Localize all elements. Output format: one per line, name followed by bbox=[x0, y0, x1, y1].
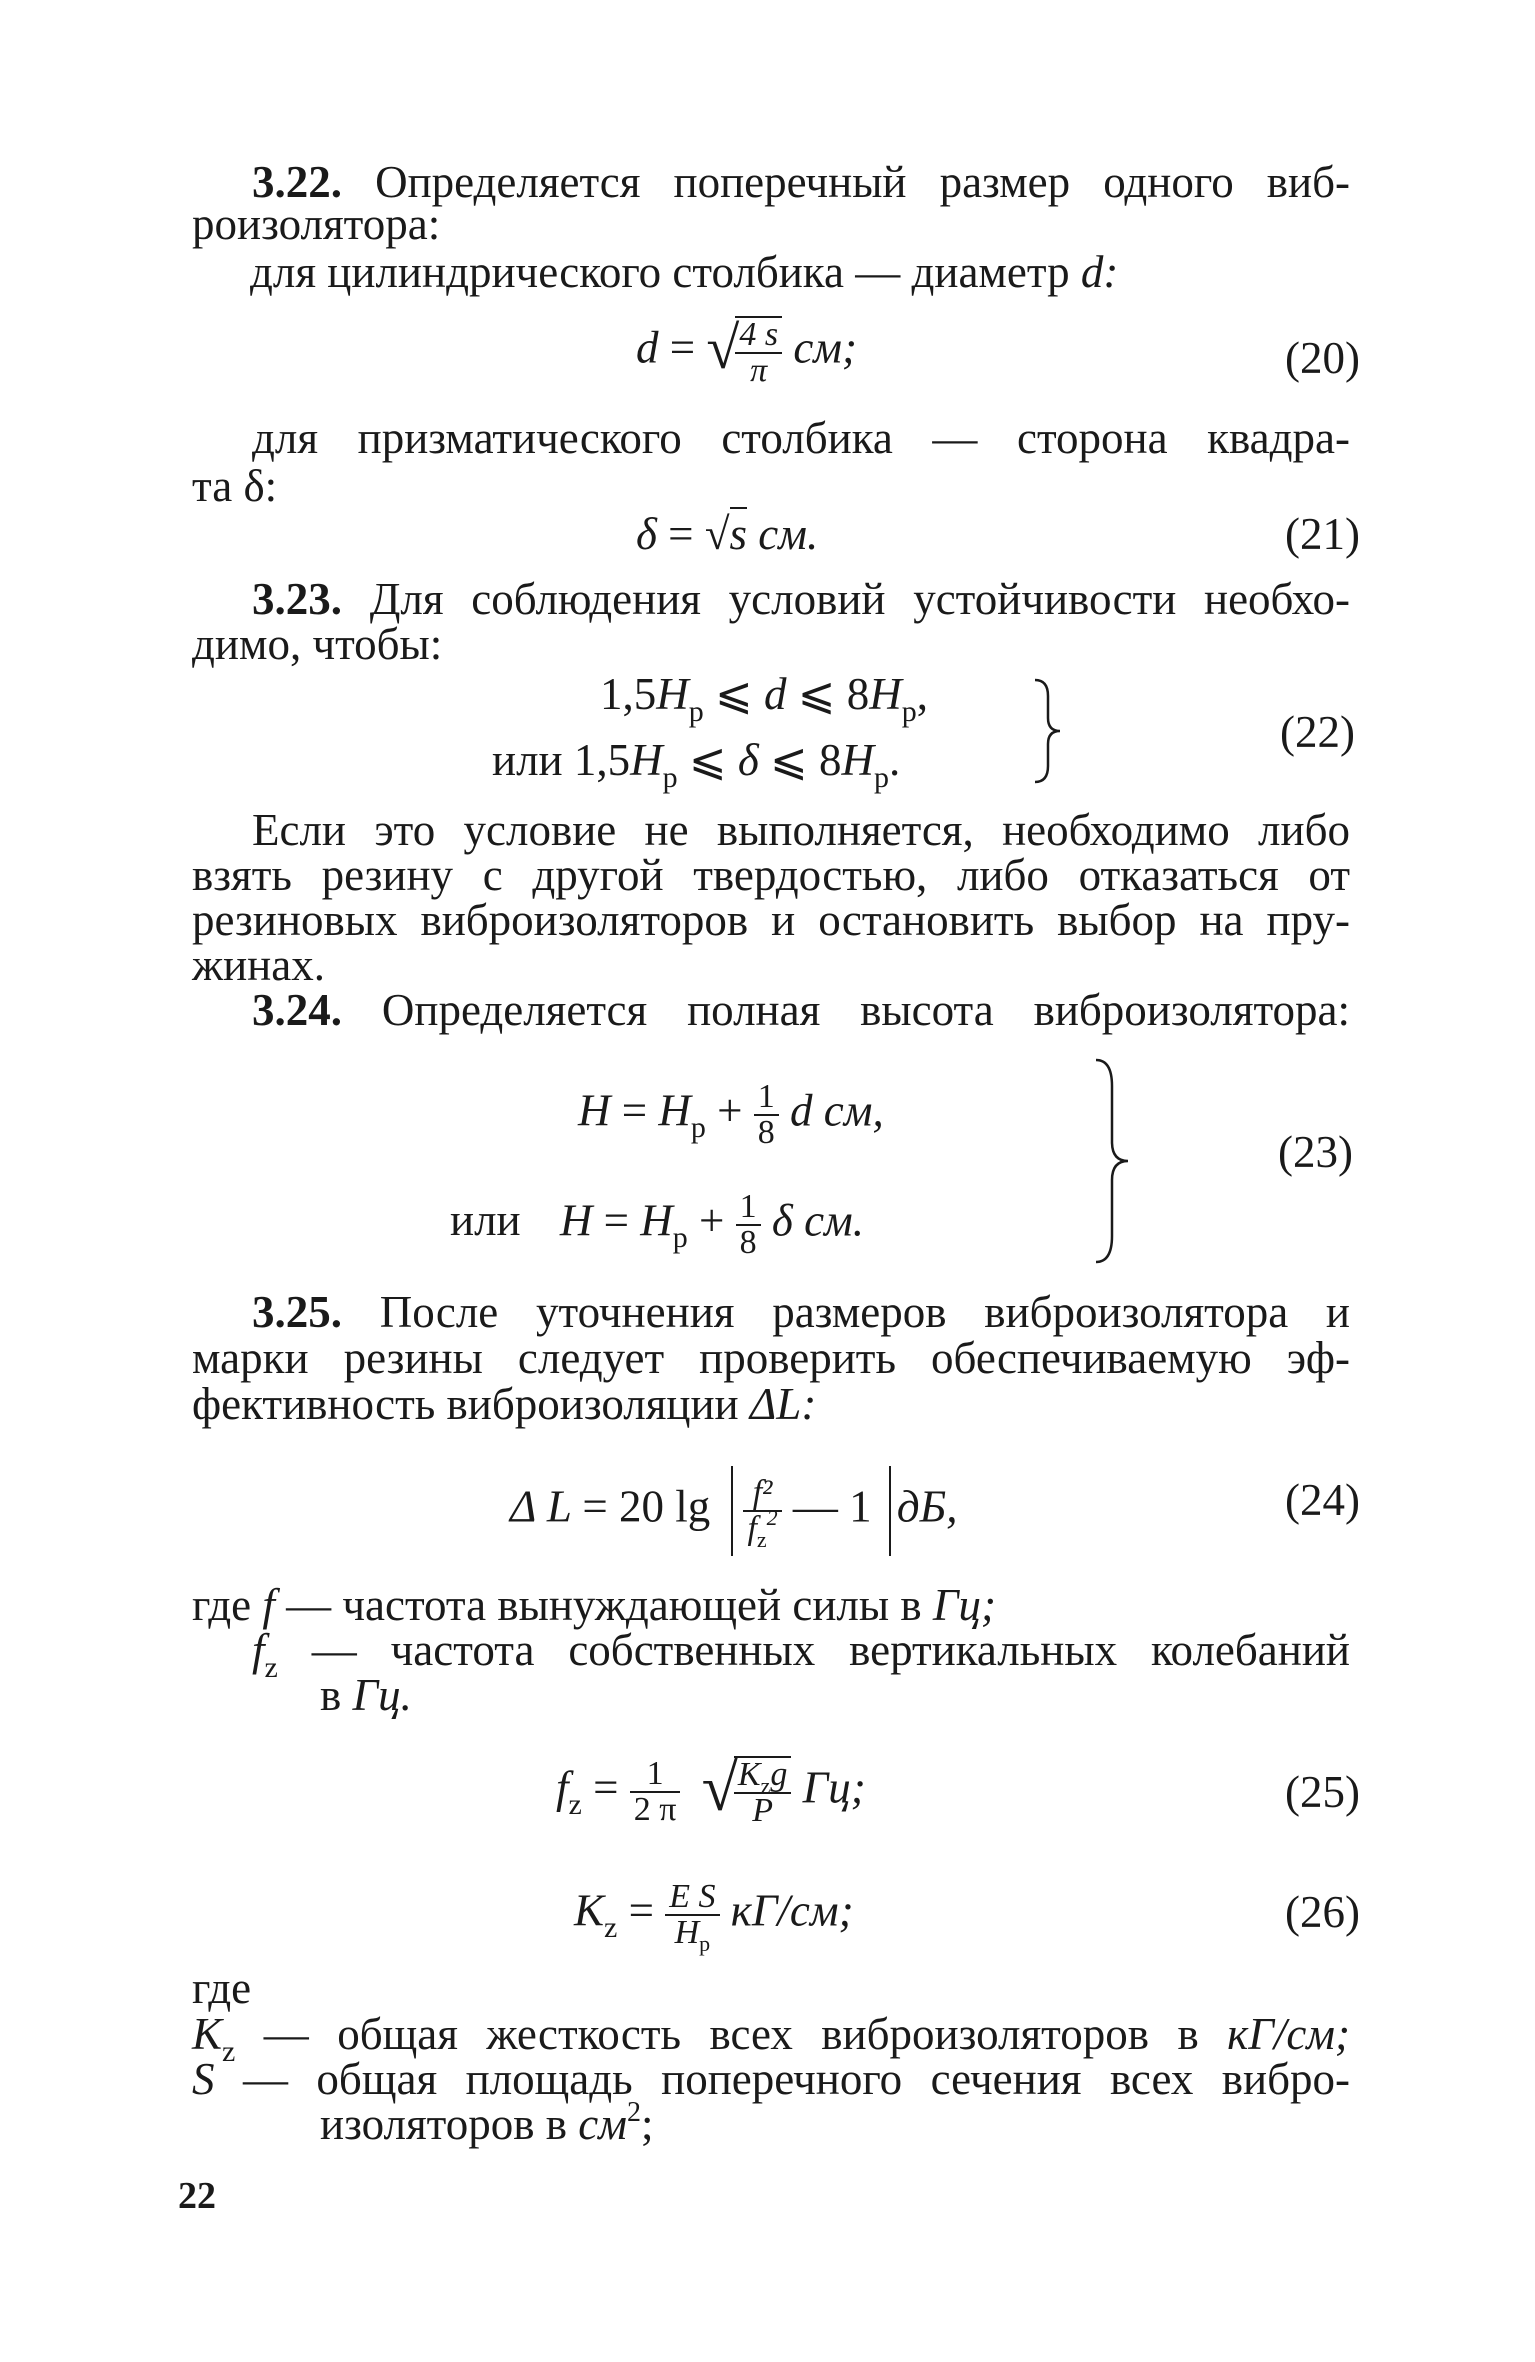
numerator: 1 bbox=[754, 1080, 779, 1116]
where-word-2: где bbox=[192, 1963, 252, 2013]
equation-number-24: (24) bbox=[1285, 1475, 1360, 1525]
denominator-var: f bbox=[747, 1510, 757, 1547]
text: фективность виброизоляции bbox=[192, 1379, 739, 1429]
section-number: 3.23. bbox=[252, 574, 342, 624]
p325-line1 bbox=[252, 1287, 1351, 1337]
sub: р bbox=[690, 1111, 706, 1145]
equation-24 bbox=[510, 1466, 957, 1556]
section-number: 3.24. bbox=[252, 985, 342, 1035]
numerator: E S bbox=[665, 1880, 719, 1916]
unit: см, bbox=[823, 1085, 884, 1136]
equation-25 bbox=[556, 1752, 866, 1829]
p323-after1: Если это условие не выполняется, необходимо либо bbox=[252, 805, 1350, 855]
var-K: K bbox=[737, 1756, 761, 1793]
var-d: d bbox=[763, 669, 787, 719]
eq-lhs: d bbox=[636, 322, 659, 373]
relation: ⩽ bbox=[770, 735, 808, 785]
text: — частота вынуждающей силы в bbox=[286, 1580, 922, 1630]
def-s bbox=[192, 2054, 1351, 2104]
var-K: K bbox=[192, 2009, 223, 2059]
var-S: S bbox=[192, 2054, 215, 2104]
unit: кГ/см; bbox=[1227, 2009, 1350, 2059]
sub: р bbox=[662, 761, 678, 794]
variable-d: d: bbox=[1080, 247, 1119, 297]
p323-after4: жинах. bbox=[192, 940, 325, 990]
p325-line2: марки резины следует проверить обеспечиваемую эф- bbox=[192, 1333, 1350, 1383]
text: — общая жесткость всех виброизоляторов в bbox=[263, 2009, 1199, 2059]
numerator: 4 s bbox=[735, 318, 782, 354]
sub: z bbox=[222, 2035, 236, 2068]
numerator: 1 bbox=[736, 1190, 761, 1226]
unit: Гц; bbox=[802, 1762, 866, 1813]
equation-number-20: (20) bbox=[1285, 333, 1360, 383]
unit: дБ, bbox=[896, 1481, 958, 1532]
radicand: s bbox=[729, 509, 748, 559]
p322-line5: та δ: bbox=[192, 461, 278, 511]
punct: . bbox=[888, 735, 901, 785]
equation-23b bbox=[450, 1190, 864, 1260]
eq-sign: = bbox=[669, 322, 696, 373]
fraction bbox=[630, 1757, 681, 1827]
eq-sign: = bbox=[603, 1195, 630, 1246]
sup: 2 bbox=[766, 1505, 778, 1530]
p323-after3: резиновых виброизоляторов и остановить выбор на пру- bbox=[192, 895, 1350, 945]
eq-sign: = 20 lg bbox=[582, 1481, 711, 1532]
text: После уточнения размеров виброизолятора и bbox=[379, 1287, 1351, 1337]
eq-lhs: H bbox=[559, 1195, 593, 1246]
sqrt-sign: √ bbox=[701, 1752, 738, 1826]
text: для цилиндрического столбика — диаметр bbox=[250, 247, 1070, 297]
p322-line2: роизолятора: bbox=[192, 199, 441, 249]
fraction bbox=[743, 1474, 781, 1552]
equation-21 bbox=[636, 509, 819, 559]
def-s-cont bbox=[320, 2097, 654, 2153]
abs-close bbox=[889, 1466, 891, 1556]
relation: ⩽ bbox=[688, 735, 727, 785]
equation-22a bbox=[600, 669, 928, 728]
eq-sign: = bbox=[668, 509, 694, 559]
relation: ⩽ bbox=[797, 669, 836, 719]
where-word: где bbox=[192, 1580, 252, 1630]
variable-deltaL: ΔL: bbox=[749, 1379, 817, 1429]
equation-number-22: (22) bbox=[1280, 707, 1355, 757]
unit: см. bbox=[758, 509, 819, 559]
sub: z bbox=[568, 1788, 582, 1822]
p323-line1 bbox=[252, 574, 1351, 624]
var-H: H bbox=[640, 1195, 673, 1246]
equation-number-25: (25) bbox=[1285, 1767, 1360, 1817]
denominator: π bbox=[750, 352, 768, 389]
equation-23a bbox=[578, 1080, 884, 1150]
eq-sign: = bbox=[628, 1885, 654, 1936]
punct: , bbox=[916, 669, 928, 719]
relation: ⩽ bbox=[715, 669, 753, 719]
p324-line1 bbox=[252, 985, 1350, 1035]
coef: 8 bbox=[846, 669, 870, 719]
fraction bbox=[735, 316, 782, 388]
brace-22 bbox=[1030, 676, 1070, 786]
p322-line3 bbox=[250, 247, 1119, 297]
eq-lhs: f bbox=[556, 1762, 569, 1813]
eq-lhs: H bbox=[578, 1085, 611, 1136]
sqrt-sign: √ bbox=[704, 509, 730, 559]
sub: z bbox=[756, 1527, 767, 1552]
denominator: 2 π bbox=[633, 1791, 677, 1828]
sub: р bbox=[699, 1931, 711, 1956]
text: Определяется полная высота виброизолятора: bbox=[381, 985, 1350, 1035]
unit: см bbox=[578, 2099, 627, 2149]
sub: р bbox=[672, 1221, 688, 1255]
eq-lhs: K bbox=[574, 1885, 605, 1936]
eq-sign: = bbox=[593, 1762, 619, 1813]
sub: z bbox=[760, 1773, 771, 1798]
denominator bbox=[665, 1914, 719, 1956]
unit: см. bbox=[804, 1195, 865, 1246]
denominator bbox=[743, 1505, 781, 1552]
p322-line4: для призматического столбика — сторона квадра- bbox=[252, 413, 1350, 463]
sub: р bbox=[688, 695, 704, 728]
text: — общая площадь поперечного сечения всех вибро- bbox=[242, 2054, 1351, 2104]
equation-number-23: (23) bbox=[1278, 1127, 1353, 1177]
brace-23 bbox=[1090, 1056, 1140, 1266]
abs-open bbox=[731, 1466, 733, 1556]
fraction bbox=[736, 1190, 761, 1260]
var-d: d bbox=[790, 1085, 813, 1136]
var-H: H bbox=[841, 735, 874, 785]
var-H: H bbox=[658, 1085, 691, 1136]
unit: Гц. bbox=[352, 1670, 412, 1720]
sup: 2 bbox=[626, 2097, 641, 2128]
eq-sign: = bbox=[621, 1085, 648, 1136]
where-fz bbox=[252, 1625, 1351, 1684]
var-delta: δ bbox=[771, 1195, 793, 1246]
plus: + bbox=[717, 1085, 743, 1136]
page-number: 22 bbox=[178, 2175, 216, 2217]
eq-lhs: Δ L bbox=[510, 1481, 572, 1532]
p325-line3 bbox=[192, 1379, 817, 1429]
text: Определяется поперечный размер одного виб- bbox=[375, 157, 1351, 207]
punct: ; bbox=[640, 2099, 654, 2149]
text: изоляторов в bbox=[320, 2099, 567, 2149]
sqrt-sign: √ bbox=[706, 315, 740, 382]
numerator bbox=[734, 1756, 791, 1798]
coef: 1,5 bbox=[573, 735, 631, 785]
equation-26 bbox=[574, 1878, 854, 1956]
numerator: f² bbox=[743, 1476, 781, 1512]
radicand-fraction bbox=[734, 1756, 791, 1828]
var-H: H bbox=[630, 735, 663, 785]
unit: кГ/см; bbox=[730, 1885, 854, 1936]
sub: р bbox=[873, 761, 889, 794]
or-word: или bbox=[492, 735, 563, 785]
unit: Гц; bbox=[932, 1580, 996, 1630]
coef: 1,5 bbox=[600, 669, 657, 719]
fraction bbox=[665, 1878, 719, 1956]
fraction bbox=[754, 1080, 779, 1150]
or-word: или bbox=[450, 1195, 521, 1246]
coef: 8 bbox=[818, 735, 842, 785]
var-H: H bbox=[869, 669, 902, 719]
text: в bbox=[320, 1670, 342, 1720]
var-delta: δ bbox=[737, 735, 759, 785]
denominator: 8 bbox=[757, 1114, 775, 1151]
equation-20 bbox=[636, 316, 857, 388]
section-number: 3.25. bbox=[252, 1287, 342, 1337]
plus: + bbox=[699, 1195, 725, 1246]
denominator: P bbox=[752, 1792, 773, 1829]
section-number: 3.22. bbox=[252, 157, 342, 207]
equation-number-21: (21) bbox=[1285, 509, 1360, 559]
where-f bbox=[192, 1580, 996, 1630]
where-fz-cont bbox=[320, 1670, 412, 1720]
var-f: f bbox=[252, 1625, 265, 1675]
minus-one: — 1 bbox=[792, 1481, 872, 1532]
var-g: g bbox=[770, 1756, 788, 1793]
equation-22b bbox=[492, 735, 901, 794]
sub: z bbox=[604, 1911, 618, 1945]
denominator-var: H bbox=[674, 1914, 700, 1951]
var-f: f bbox=[262, 1580, 275, 1630]
numerator: 1 bbox=[630, 1757, 681, 1793]
sub: z bbox=[264, 1651, 278, 1684]
sub: р bbox=[901, 695, 917, 728]
equation-number-26: (26) bbox=[1285, 1887, 1360, 1937]
var-H: H bbox=[656, 669, 689, 719]
text: Для соблюдения условий устойчивости необхо- bbox=[369, 574, 1351, 624]
text: — частота собственных вертикальных колебаний bbox=[311, 1625, 1351, 1675]
p323-line2: димо, чтобы: bbox=[192, 619, 443, 669]
unit: см; bbox=[793, 322, 857, 373]
denominator: 8 bbox=[739, 1224, 757, 1261]
p323-after2: взять резину с другой твердостью, либо отказаться от bbox=[192, 850, 1350, 900]
eq-lhs: δ bbox=[636, 509, 657, 559]
